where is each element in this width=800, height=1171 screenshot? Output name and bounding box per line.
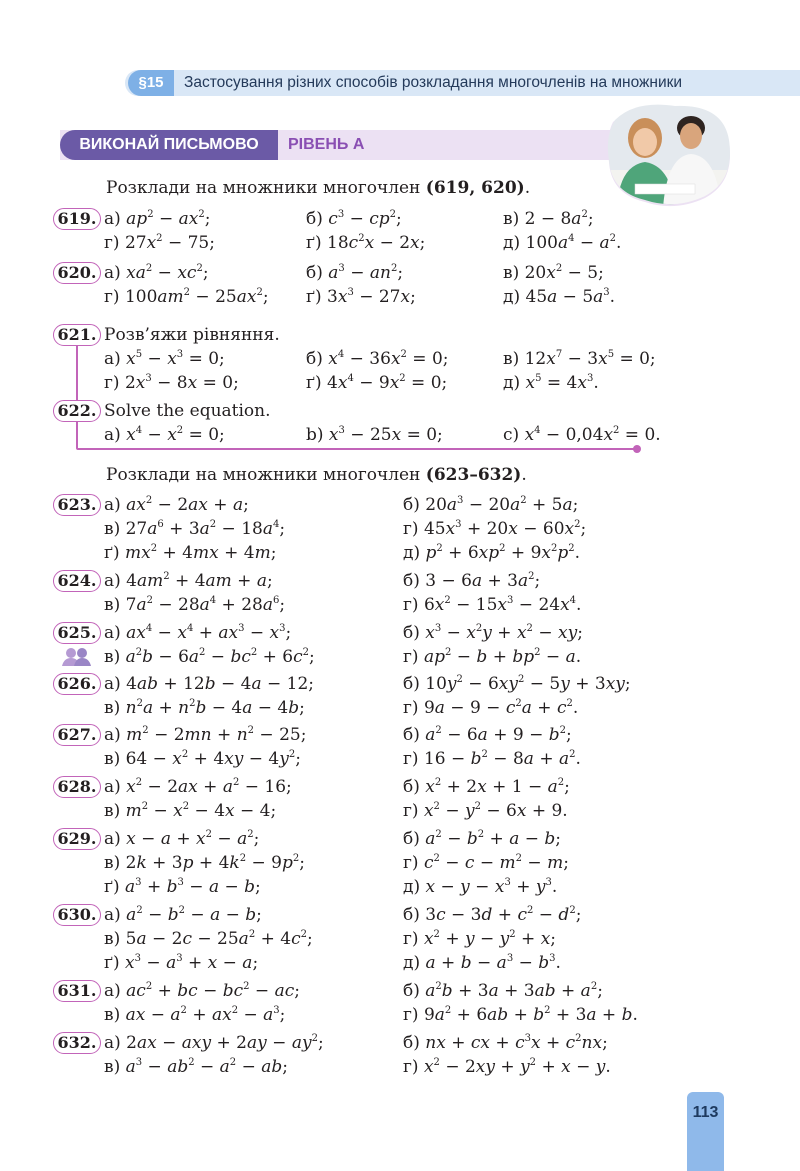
item-619-d: д) $100a^4 - a^2$. (503, 233, 622, 253)
heading-622: Solve the equation. (104, 401, 271, 421)
task-band-label: ВИКОНАЙ ПИСЬМОВО (60, 130, 278, 160)
item-624-g: г) $6x^2 - 15x^3 - 24x^4$. (403, 595, 582, 615)
item-623-g: г) $45x^3 + 20x - 60x^2$; (403, 519, 587, 539)
item-625-v: в) $a^2b - 6a^2 - bc^2 + 6c^2$; (104, 647, 315, 667)
item-621-a: а) $x^5 - x^3 = 0$; (104, 349, 225, 369)
instruction-623-632 (106, 465, 527, 485)
item-629-v: в) $2k + 3p + 4k^2 - 9p^2$; (104, 853, 305, 873)
item-619-gg: ґ) $18c^2x - 2x$; (306, 233, 426, 253)
task-band-level: РІВЕНЬ А (288, 136, 365, 153)
item-628-v: в) $m^2 - x^2 - 4x - 4$; (104, 801, 277, 821)
item-630-v: в) $5a - 2c - 25a^2 + 4c^2$; (104, 929, 313, 949)
page-number: 113 (692, 1104, 719, 1121)
item-621-b: б) $x^4 - 36x^2 = 0$; (306, 349, 449, 369)
instruction-range: (619, 620) (425, 178, 525, 198)
item-627-a: а) $m^2 - 2mn + n^2 - 25$; (104, 725, 307, 745)
instruction-range: (623–632) (425, 465, 522, 485)
exercise-number-620: 620. (53, 262, 101, 284)
exercise-number-628: 628. (53, 776, 101, 798)
connector-dot (633, 445, 641, 453)
exercise-number-619: 619. (53, 208, 101, 230)
instruction-end: . (524, 178, 531, 198)
item-621-gg: ґ) $4x^4 - 9x^2 = 0$; (306, 373, 448, 393)
item-621-v: в) $12x^7 - 3x^5 = 0$; (503, 349, 656, 369)
item-620-d: д) $45a - 5a^3$. (503, 287, 616, 307)
item-628-a: а) $x^2 - 2ax + a^2 - 16$; (104, 777, 292, 797)
item-632-a: а) 2ax − axy + $2ay - ay^2$; (104, 1033, 324, 1053)
item-627-v: в) $64 - x^2 + 4xy - 4y^2$; (104, 749, 301, 769)
item-631-v: в) ax − $a^2 + ax^2 - a^3$; (104, 1005, 286, 1025)
instruction-end: . (521, 465, 527, 485)
item-625-b: б) $x^3 - x^2y + x^2$ − xy; (403, 623, 583, 643)
item-630-a: а) $a^2 - b^2 - a - b$; (104, 905, 262, 925)
connector-line (76, 342, 78, 448)
instruction-619-620 (106, 178, 530, 198)
item-630-g: г) $x^2 + y - y^2 + x$; (403, 929, 557, 949)
exercise-number-627: 627. (53, 724, 101, 746)
item-620-g: г) $100am^2 - 25ax^2$; (104, 287, 269, 307)
item-629-gg: ґ) $a^3 + b^3 - a - b$; (104, 877, 261, 897)
exercise-number-626: 626. (53, 673, 101, 695)
item-622-c: c) $x^4 - 0,04x^2 = 0$. (503, 425, 661, 445)
exercise-number-624: 624. (53, 570, 101, 592)
exercise-number-630: 630. (53, 904, 101, 926)
item-623-b: б) $20a^3 - 20a^2 + 5a$; (403, 495, 579, 515)
item-632-b: б) nx + cx + $c^3x + c^2nx$; (403, 1033, 608, 1053)
heading-621: Розв’яжи рівняння. (104, 325, 280, 345)
item-620-b: б) $a^3 - an^2$; (306, 263, 404, 283)
item-632-v: в) $a^3 - ab^2 - a^2$ − ab; (104, 1057, 288, 1077)
exercise-number-622: 622. (53, 400, 101, 422)
pair-work-icon (60, 646, 94, 666)
item-624-a: а) $4am^2 + 4am + a$; (104, 571, 273, 591)
item-620-gg: ґ) $3x^3 - 27x$; (306, 287, 416, 307)
exercise-number-625: 625. (53, 622, 101, 644)
instruction-text: Розклади на множники многочлен (106, 465, 426, 485)
item-632-g: г) $x^2 - 2xy + y^2 + x - y$. (403, 1057, 611, 1077)
exercise-number-631: 631. (53, 980, 101, 1002)
item-623-d: д) $p^2 + 6xp^2 + 9x^2p^2$. (403, 543, 581, 563)
item-629-d: д) $x - y - x^3 + y^3$. (403, 877, 558, 897)
exercise-number-632: 632. (53, 1032, 101, 1054)
item-619-b: б) $c^3 - cp^2$; (306, 209, 402, 229)
item-619-g: г) $27x^2 - 75$; (104, 233, 215, 253)
item-623-a: а) $ax^2 - 2ax + a$; (104, 495, 249, 515)
section-title: Застосування різних способів розкладання многочленів на множники (184, 74, 683, 91)
item-628-b: б) $x^2 + 2x + 1 - a^2$; (403, 777, 570, 797)
item-626-b: б) $10y^2 - 6xy^2 - 5y + 3xy$; (403, 674, 631, 694)
item-631-b: б) $a^2b + 3a + 3ab + a^2$; (403, 981, 603, 1001)
item-621-d: д) $x^5 = 4x^3$. (503, 373, 599, 393)
exercise-number-623: 623. (53, 494, 101, 516)
students-photo (605, 100, 733, 208)
item-626-v: в) $n^2a + n^2b - 4a - 4b$; (104, 698, 305, 718)
item-625-g: г) $ap^2 - b + bp^2 - a$. (403, 647, 582, 667)
item-626-a: а) 4ab + 12b − 4a − 12; (104, 674, 315, 694)
item-630-b: б) $3c - 3d + c^2 - d^2$; (403, 905, 582, 925)
item-629-g: г) $c^2 - c - m^2 - m$; (403, 853, 569, 873)
exercise-number-629: 629. (53, 828, 101, 850)
item-627-g: г) $16 - b^2 - 8a + a^2$. (403, 749, 581, 769)
item-627-b: б) $a^2 - 6a + 9 - b^2$; (403, 725, 572, 745)
item-619-v: в) $2 - 8a^2$; (503, 209, 594, 229)
item-623-v: в) $27a^6 + 3a^2 - 18a^4$; (104, 519, 286, 539)
item-624-v: в) $7a^2 - 28a^4 + 28a^6$; (104, 595, 286, 615)
item-626-g: г) $9a - 9 - c^2a + c^2$. (403, 698, 579, 718)
connector-line-horizontal (76, 448, 638, 450)
exercise-number-621: 621. (53, 324, 101, 346)
item-629-a: а) $x - a + x^2 - a^2$; (104, 829, 260, 849)
item-625-a: а) $ax^4 - x^4 + ax^3 - x^3$; (104, 623, 292, 643)
item-619-a: а) $ap^2 - ax^2$; (104, 209, 211, 229)
item-621-g: г) $2x^3 - 8x = 0$; (104, 373, 239, 393)
item-622-b: b) $x^3 - 25x = 0$; (306, 425, 443, 445)
item-620-v: в) $20x^2 - 5$; (503, 263, 604, 283)
item-628-g: г) $x^2 - y^2 - 6x + 9$. (403, 801, 568, 821)
item-631-g: г) $9a^2 + 6ab + b^2 + 3a + b$. (403, 1005, 638, 1025)
item-631-a: а) $ac^2$ + bc − $bc^2$ − ac; (104, 981, 300, 1001)
item-630-d: д) $a + b - a^3 - b^3$. (403, 953, 561, 973)
section-number: §15 (128, 70, 174, 96)
item-630-gg: ґ) $x^3 - a^3 + x - a$; (104, 953, 259, 973)
item-624-b: б) $3 - 6a + 3a^2$; (403, 571, 541, 591)
item-629-b: б) $a^2 - b^2 + a - b$; (403, 829, 562, 849)
instruction-text: Розклади на множники многочлен (106, 178, 426, 198)
item-623-gg: ґ) $mx^2 + 4mx + 4m$; (104, 543, 277, 563)
item-622-a: a) $x^4 - x^2 = 0$; (104, 425, 225, 445)
item-620-a: а) $xa^2 - xc^2$; (104, 263, 209, 283)
